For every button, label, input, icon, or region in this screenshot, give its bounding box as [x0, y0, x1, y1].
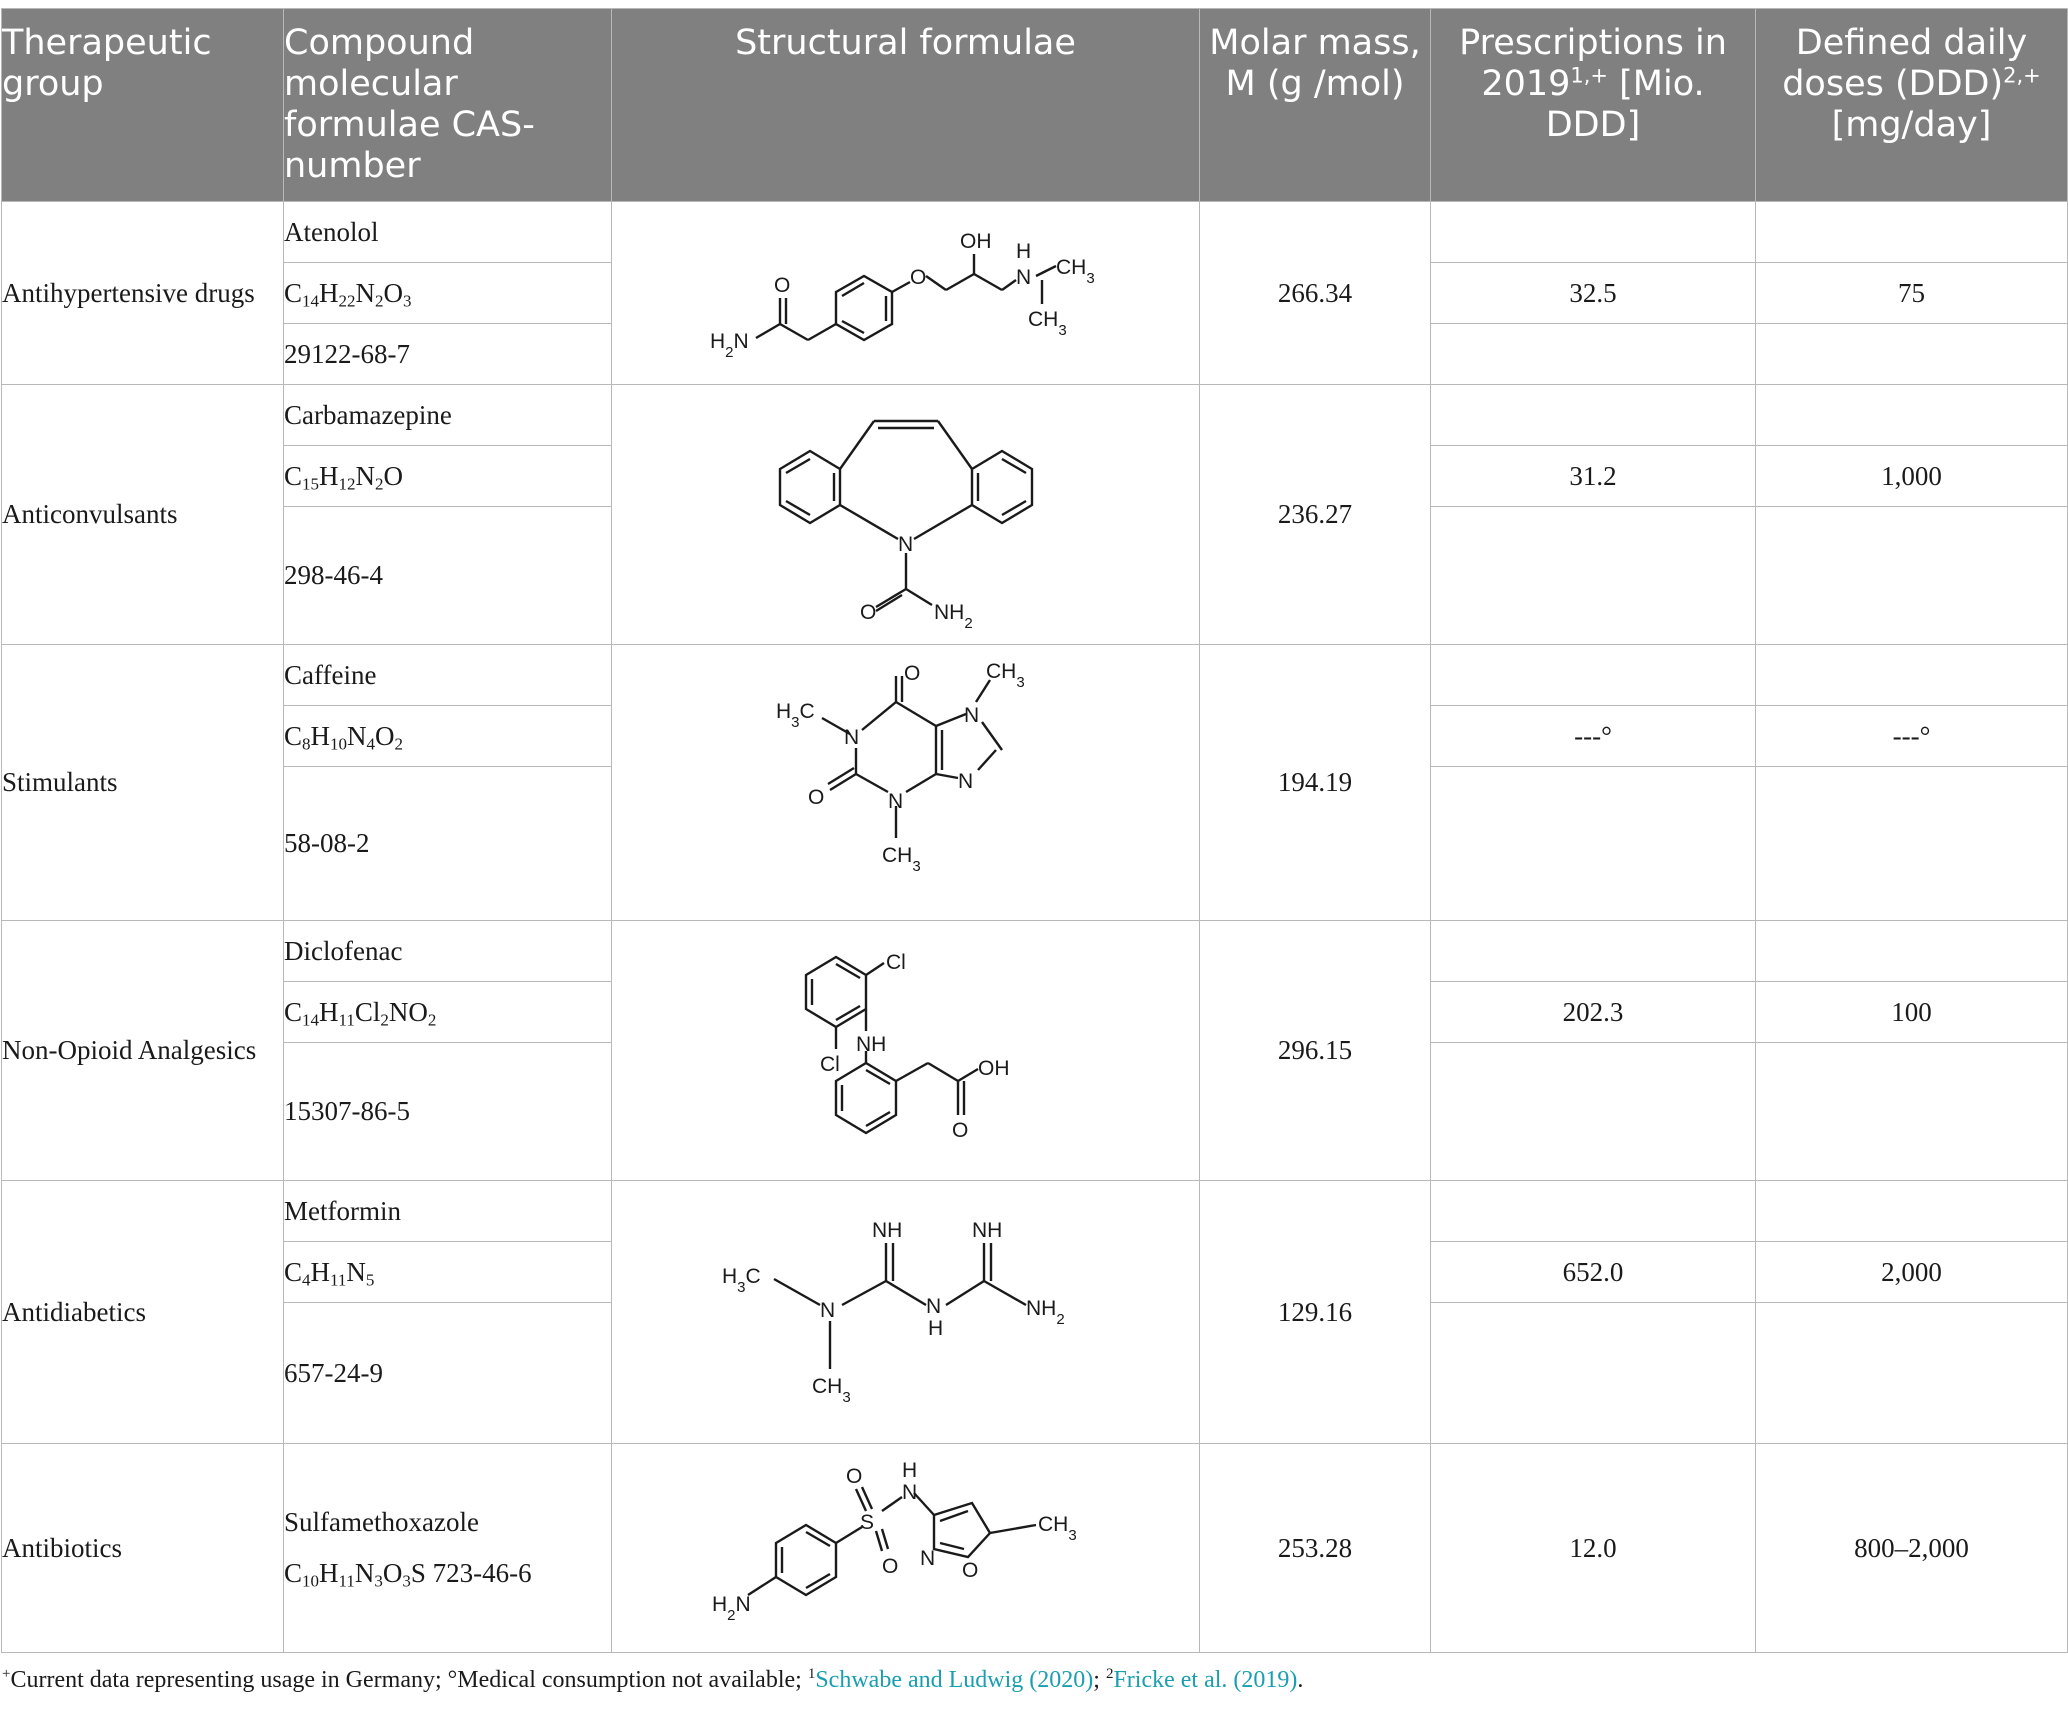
- footnote-ref2-marker: 2: [1105, 1666, 1114, 1682]
- ddd-value: ---°: [1756, 706, 2068, 767]
- n3-label: N: [887, 789, 903, 813]
- compound-name: Diclofenac: [284, 921, 612, 982]
- footnote-ref1-marker: 1: [807, 1666, 816, 1682]
- ring-o-label: O: [961, 1559, 978, 1582]
- compound-name: Carbamazepine: [284, 385, 612, 446]
- bridge-n-label: N: [925, 1295, 941, 1318]
- therapeutic-group-cell: Antibiotics: [2, 1444, 284, 1653]
- formula-text: $C_{15}H_{12}N_2O$: [284, 460, 404, 493]
- therapeutic-group-cell: Stimulants: [2, 645, 284, 921]
- structure-cell: [612, 1181, 1200, 1444]
- formula-text: $C_{14}H_{11}Cl_2NO_2$: [284, 996, 437, 1029]
- methyl-bottom-label: $CH_3$: [811, 1375, 851, 1406]
- prescriptions-value: ---°: [1431, 706, 1756, 767]
- empty-cell: [1431, 645, 1756, 706]
- empty-cell: [1431, 1303, 1756, 1444]
- methyl-2-label: $CH_3$: [1027, 308, 1067, 339]
- formula-text: $C_{10}H_{11}N_3O_3S$: [284, 1558, 426, 1591]
- empty-cell: [1431, 507, 1756, 645]
- hydroxyl-label: OH: [959, 230, 991, 253]
- structure-cell: [612, 645, 1200, 921]
- empty-cell: [1756, 1303, 2068, 1444]
- amine-nh2-label: $NH_2$: [1025, 1297, 1065, 1328]
- molecular-formula: [284, 706, 612, 767]
- empty-cell: [1431, 1181, 1756, 1242]
- methyl-1-label: $CH_3$: [1055, 256, 1095, 287]
- structure-cell: [612, 921, 1200, 1181]
- header-prescriptions-sup: 1,+: [1570, 63, 1609, 88]
- compound-cell: [284, 1444, 612, 1653]
- header-compound: Compound molecular formulae CAS-number: [284, 9, 612, 202]
- bridge-h-label: H: [927, 1317, 943, 1340]
- prescriptions-value: 32.5: [1431, 263, 1756, 324]
- footnote-plus-marker: +: [2, 1666, 11, 1682]
- structure-cell: [612, 202, 1200, 385]
- n1-label: N: [843, 725, 859, 749]
- sulfonyl-o-bottom-label: O: [881, 1555, 898, 1578]
- methyl-label: $CH_3$: [1037, 1513, 1077, 1544]
- empty-cell: [1756, 507, 2068, 645]
- amine-h-label: H: [1015, 240, 1031, 263]
- table-row: [2, 385, 2068, 446]
- formula-text: $C_8H_{10}N_4O_2$: [284, 720, 404, 753]
- ddd-value: 2,000: [1756, 1242, 2068, 1303]
- chloro-bottom-label: Cl: [819, 1052, 840, 1076]
- nh-n-label: N: [901, 1481, 917, 1504]
- empty-cell: [1431, 385, 1756, 446]
- empty-cell: [1431, 921, 1756, 982]
- ddd-value: 100: [1756, 982, 2068, 1043]
- therapeutic-group-cell: Antidiabetics: [2, 1181, 284, 1444]
- cas-number: 15307-86-5: [284, 1043, 612, 1181]
- header-ddd-sup: 2,+: [2003, 63, 2041, 88]
- carbonyl-o-label: O: [773, 274, 790, 297]
- sulfonyl-o-top-label: O: [845, 1465, 862, 1488]
- compound-name: Caffeine: [284, 645, 612, 706]
- table-row: [2, 1444, 2068, 1653]
- header-structural-formulae: Structural formulae: [612, 9, 1200, 202]
- n9-label: N: [957, 769, 973, 793]
- molar-mass: 253.28: [1200, 1444, 1431, 1653]
- empty-cell: [1756, 1181, 2068, 1242]
- cas-number: 29122-68-7: [284, 324, 612, 385]
- chloro-top-label: Cl: [885, 950, 906, 974]
- molar-mass: 296.15: [1200, 921, 1431, 1181]
- ddd-value: 75: [1756, 263, 2068, 324]
- header-ddd: [1756, 9, 2068, 202]
- therapeutic-group-cell: Anticonvulsants: [2, 385, 284, 645]
- cas-number: 723-46-6: [432, 1558, 532, 1588]
- amide-nh2-label: $NH_2$: [933, 600, 973, 631]
- hydroxyl-label: OH: [977, 1056, 1009, 1080]
- ether-o-label: O: [909, 266, 926, 289]
- table-row: [2, 202, 2068, 263]
- footnote-separator: ;: [1093, 1667, 1106, 1693]
- prescriptions-value: 202.3: [1431, 982, 1756, 1043]
- header-molar-mass: Molar mass, M (g /mol): [1200, 9, 1431, 202]
- h3c-label: $H_3C$: [721, 1265, 761, 1296]
- structure-cell: [612, 1444, 1200, 1653]
- molar-mass: 266.34: [1200, 202, 1431, 385]
- imine-1-label: NH: [871, 1219, 902, 1242]
- table-row: [2, 921, 2068, 982]
- prescriptions-value: 12.0: [1431, 1444, 1756, 1653]
- carbonyl-o-top-label: O: [903, 661, 920, 685]
- atenolol-structure: [656, 208, 1156, 378]
- amide-nh2-label: $H_2N$: [709, 330, 749, 361]
- header-prescriptions: [1431, 9, 1756, 202]
- structure-cell: [612, 385, 1200, 645]
- prescriptions-value: 31.2: [1431, 446, 1756, 507]
- reference-link-fricke[interactable]: Fricke et al. (2019): [1113, 1667, 1298, 1693]
- compound-name: Metformin: [284, 1181, 612, 1242]
- molar-mass: 236.27: [1200, 385, 1431, 645]
- header-ddd-text: Defined daily doses (DDD): [1782, 23, 2028, 104]
- formula-text: $C_4H_{11}N_5$: [284, 1256, 375, 1289]
- header-ddd-unit: [mg/day]: [1831, 105, 1992, 145]
- caffeine-structure: [746, 658, 1066, 908]
- molecular-formula: [284, 982, 612, 1043]
- amine-h2n-label: $H_2N$: [711, 1593, 751, 1624]
- sulfur-label: S: [859, 1511, 874, 1534]
- footnote-end: .: [1297, 1667, 1304, 1693]
- diclofenac-structure: [746, 931, 1066, 1171]
- dimethyl-n-label: N: [819, 1299, 835, 1322]
- prescriptions-value: 652.0: [1431, 1242, 1756, 1303]
- carbamazepine-structure: [726, 395, 1086, 635]
- reference-link-schwabe[interactable]: Schwabe and Ludwig (2020): [815, 1667, 1094, 1693]
- ddd-value: 800–2,000: [1756, 1444, 2068, 1653]
- table-row: [2, 1181, 2068, 1242]
- empty-cell: [1756, 1043, 2068, 1181]
- nh-h-label: H: [901, 1459, 917, 1482]
- empty-cell: [1431, 767, 1756, 921]
- molar-mass: 194.19: [1200, 645, 1431, 921]
- molecular-formula: [284, 446, 612, 507]
- header-row: [2, 9, 2068, 202]
- carbonyl-o-bottom-label: O: [807, 785, 824, 809]
- therapeutic-group-cell: Antihypertensive drugs: [2, 202, 284, 385]
- methyl-top-label: $CH_3$: [985, 659, 1025, 690]
- formula-text: $C_{14}H_{22}N_2O_3$: [284, 277, 412, 310]
- formula-and-cas: [284, 1548, 611, 1599]
- empty-cell: [1756, 202, 2068, 263]
- header-prescriptions-text: Prescriptions in 2019: [1459, 23, 1727, 104]
- metformin-structure: [696, 1197, 1116, 1427]
- ddd-value: 1,000: [1756, 446, 2068, 507]
- table-footnote: [2, 1666, 1303, 1694]
- empty-cell: [1756, 324, 2068, 385]
- carbonyl-o-label: O: [951, 1118, 968, 1142]
- cas-number: 58-08-2: [284, 767, 612, 921]
- amine-n-label: N: [1015, 266, 1031, 289]
- empty-cell: [1756, 645, 2068, 706]
- cas-number: 657-24-9: [284, 1303, 612, 1444]
- molar-mass: 129.16: [1200, 1181, 1431, 1444]
- header-prescriptions-unit: [Mio. DDD]: [1545, 64, 1705, 145]
- compound-table: [1, 8, 2068, 1653]
- empty-cell: [1756, 767, 2068, 921]
- carbonyl-o-label: O: [859, 600, 876, 624]
- ring-n-label: N: [897, 532, 913, 556]
- methyl-bottom-label: $CH_3$: [881, 843, 921, 874]
- molecular-formula: [284, 1242, 612, 1303]
- empty-cell: [1431, 324, 1756, 385]
- n7-label: N: [963, 703, 979, 727]
- compound-name: Atenolol: [284, 202, 612, 263]
- cas-number: 298-46-4: [284, 507, 612, 645]
- empty-cell: [1756, 385, 2068, 446]
- empty-cell: [1431, 202, 1756, 263]
- nh-label: NH: [855, 1032, 886, 1056]
- footnote-text: Current data representing usage in Germany; °Medical consumption not available;: [10, 1667, 808, 1693]
- header-therapeutic-group: Therapeutic group: [2, 9, 284, 202]
- sulfamethoxazole-structure: [676, 1453, 1136, 1643]
- ring-n-label: N: [919, 1547, 935, 1570]
- empty-cell: [1756, 921, 2068, 982]
- table-row: [2, 645, 2068, 706]
- h3c-label: $H_3C$: [775, 699, 815, 730]
- therapeutic-group-cell: Non-Opioid Analgesics: [2, 921, 284, 1181]
- empty-cell: [1431, 1043, 1756, 1181]
- molecular-formula: [284, 263, 612, 324]
- imine-2-label: NH: [971, 1219, 1002, 1242]
- compound-name: Sulfamethoxazole: [284, 1507, 479, 1537]
